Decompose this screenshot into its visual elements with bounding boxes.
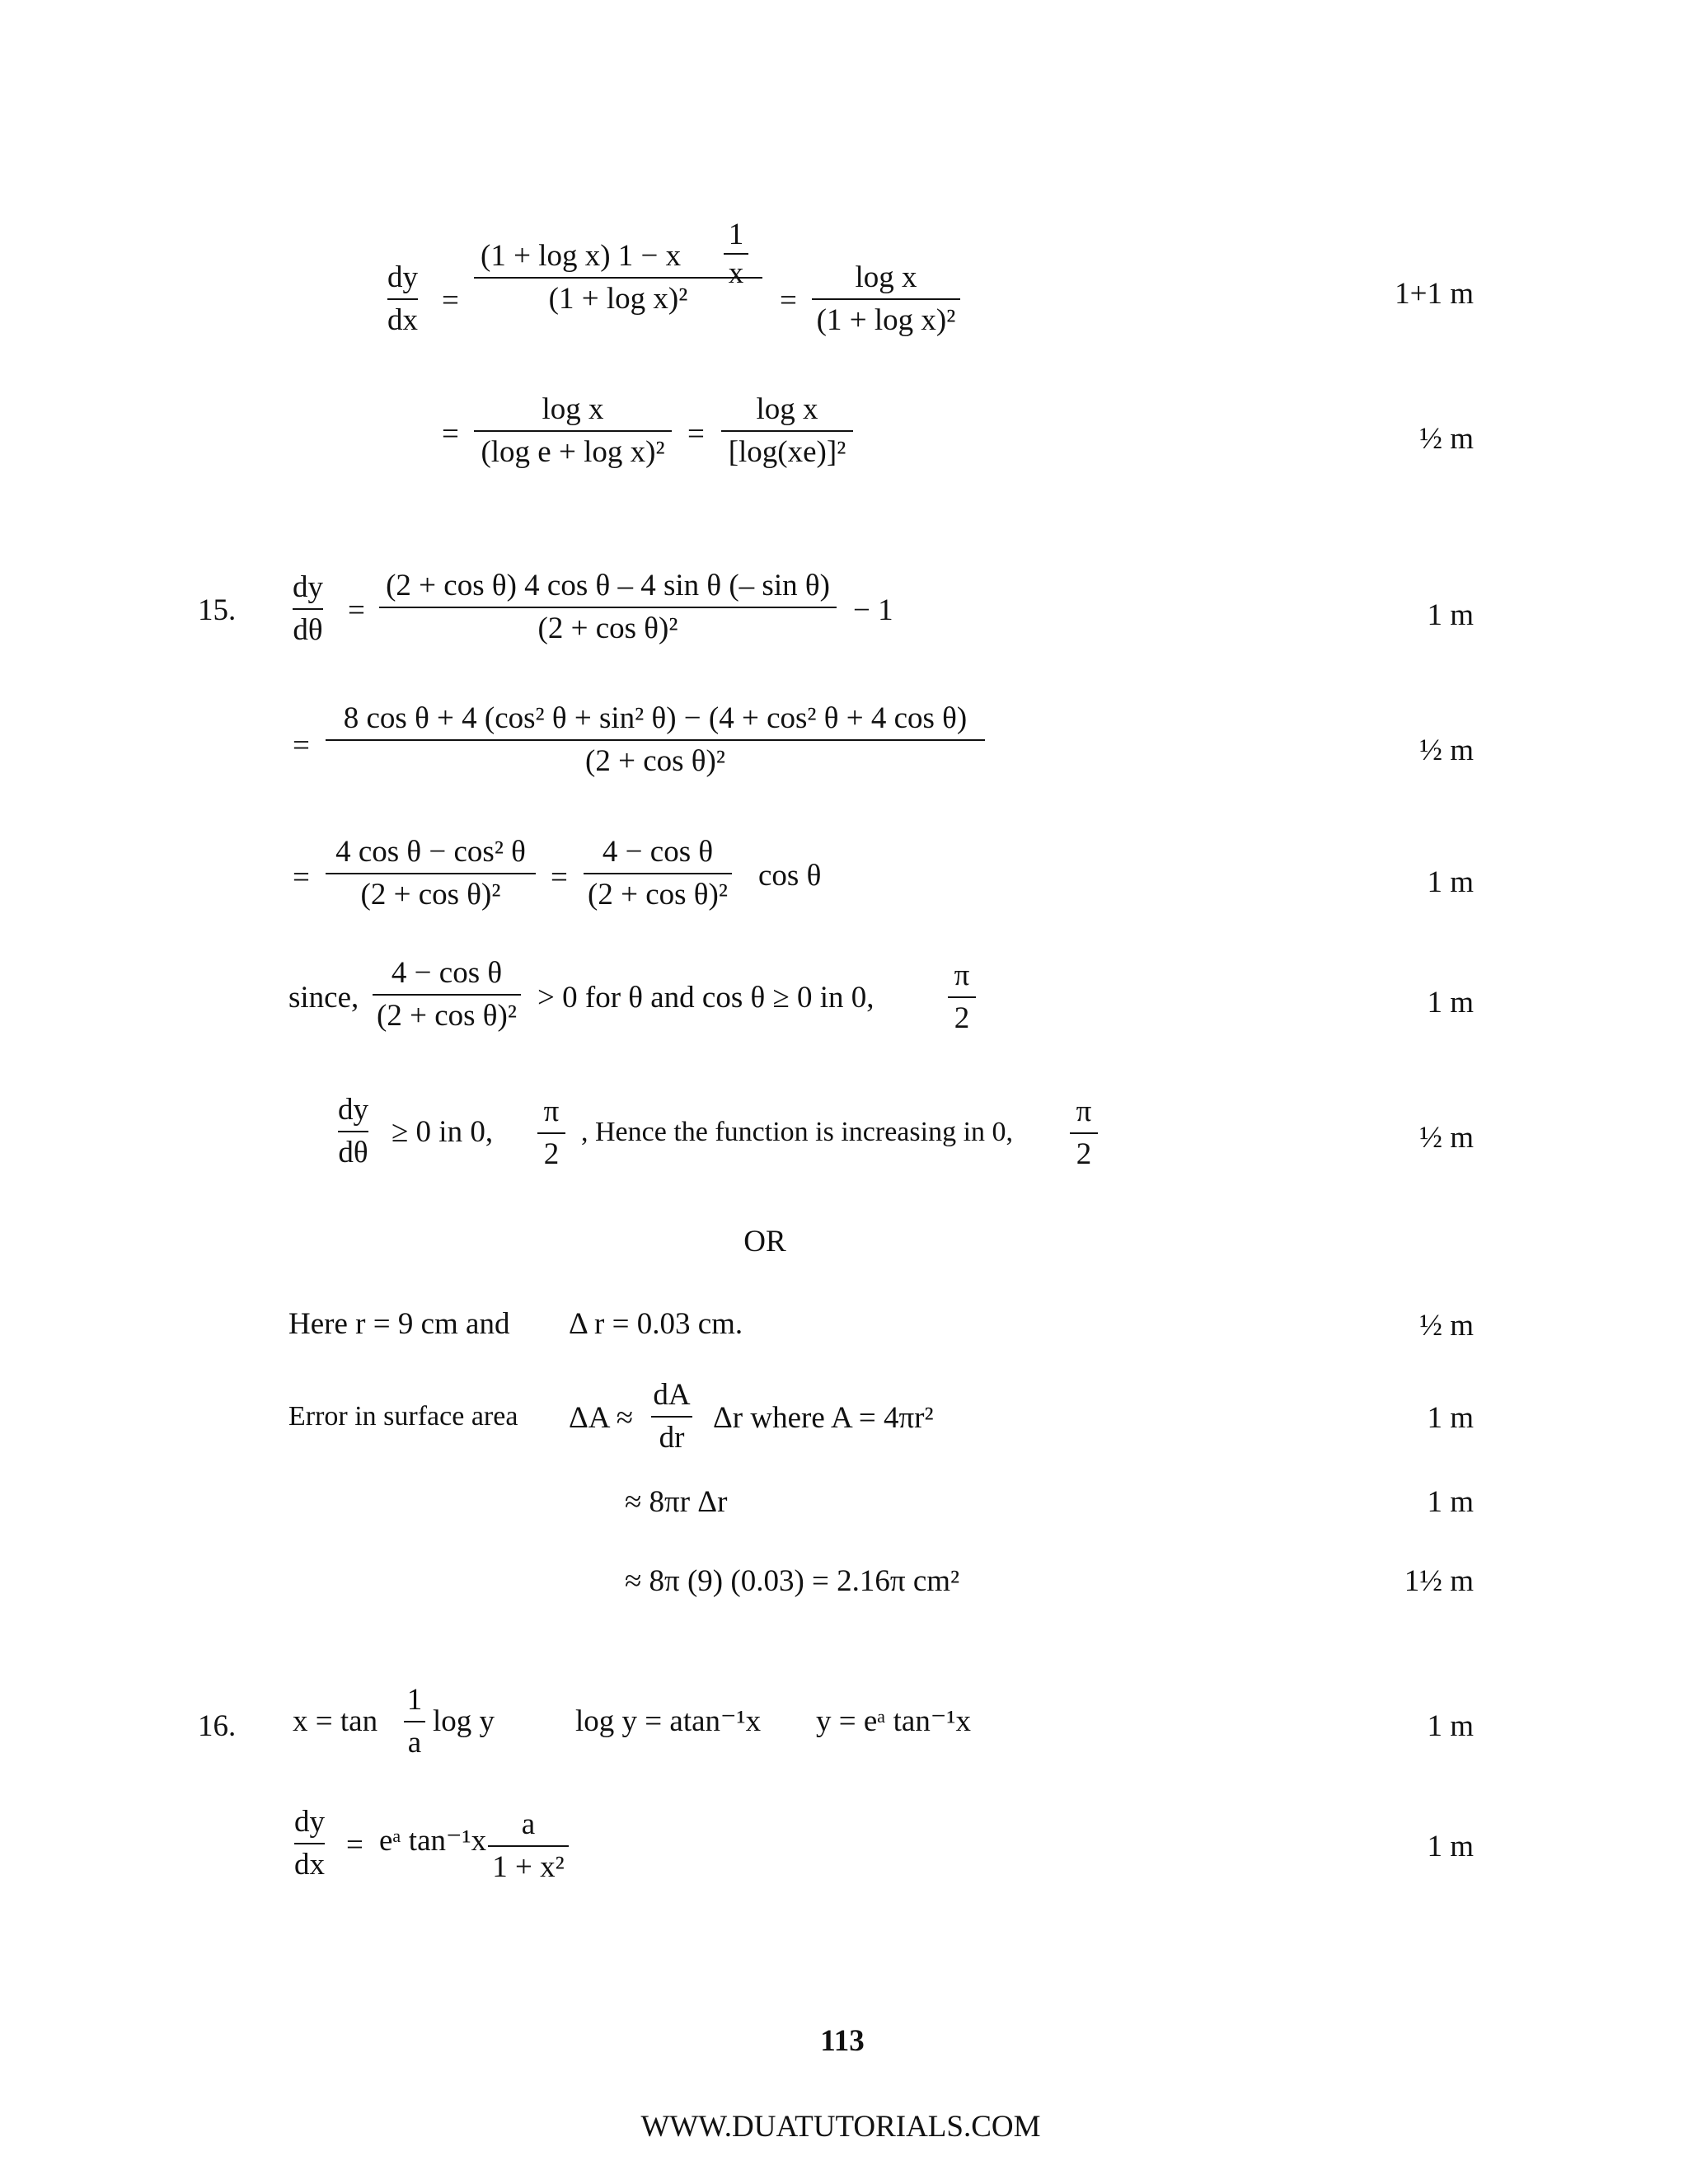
- equals-sign: =: [442, 284, 459, 317]
- q15-s2-num: 8 cos θ + 4 (cos² θ + sin² θ) − (4 + cos² θ + 4 cos θ): [343, 701, 968, 735]
- fraction-bar: [1070, 1132, 1098, 1134]
- marks-label: ½ m: [1419, 733, 1474, 767]
- fraction-bar: [373, 994, 521, 996]
- or-divider: OR: [743, 1225, 786, 1258]
- dtheta-text: dθ: [338, 1136, 368, 1169]
- q15-s3-f2-den: (2 + cos θ)²: [588, 878, 728, 912]
- equals-sign: =: [442, 417, 459, 451]
- q15-lhs: [293, 572, 323, 645]
- footer-website: WWW.DUATUTORIALS.COM: [640, 2110, 1041, 2144]
- pi-over-two: [1070, 1096, 1098, 1169]
- one: 1: [406, 1683, 423, 1717]
- step1-small-den: x: [728, 256, 744, 290]
- delta-a: ΔA ≈: [569, 1401, 634, 1435]
- pi-over-two: [537, 1096, 565, 1169]
- fraction-bar: [474, 277, 762, 279]
- marks-label: 1½ m: [1404, 1564, 1474, 1598]
- step2-fraction-1: [474, 394, 672, 467]
- step2-f2-den: [log(xe)]²: [728, 435, 846, 469]
- step2-fraction-2: [721, 394, 853, 467]
- step1-f2-den: (1 + log x)²: [816, 303, 956, 337]
- q15-fraction: [379, 570, 837, 644]
- fraction-bar: [724, 253, 748, 255]
- equals-sign: =: [293, 729, 310, 762]
- fraction-bar: [326, 873, 536, 874]
- equals-sign: =: [293, 860, 310, 894]
- one-over-a: [404, 1685, 425, 1758]
- fraction-bar: [294, 1843, 325, 1844]
- q16-frac-den: 1 + x²: [492, 1850, 565, 1884]
- dx-text: dx: [294, 1848, 325, 1882]
- q15-s2-den: (2 + cos θ)²: [585, 744, 725, 778]
- q15-lhs-den: dθ: [293, 613, 323, 647]
- y-equals: y = eᵃ tan⁻¹x: [816, 1704, 971, 1738]
- q15-f-den: (2 + cos θ)²: [537, 612, 678, 645]
- step1-f1-num: (1 + log x) 1 − x: [481, 239, 682, 273]
- step1-small-fraction: [724, 219, 748, 288]
- q15-step2-fraction: [326, 703, 985, 776]
- fraction-bar: [379, 607, 837, 608]
- equals-sign: =: [348, 593, 365, 627]
- q16-frac-num: a: [521, 1807, 536, 1841]
- log-y: log y: [433, 1704, 495, 1738]
- question-number: 15.: [198, 593, 237, 627]
- fraction-bar: [948, 996, 976, 998]
- dA-text: dA: [653, 1378, 691, 1412]
- since-condition: > 0 for θ and cos θ ≥ 0 in 0,: [537, 981, 874, 1015]
- two: 2: [543, 1137, 560, 1171]
- q15-since-den: (2 + cos θ)²: [377, 999, 517, 1033]
- marks-label: ½ m: [1419, 422, 1474, 456]
- da-dr: [651, 1380, 692, 1453]
- here-given: Here r = 9 cm and: [288, 1307, 510, 1341]
- log-y-equals: log y = atan⁻¹x: [575, 1704, 762, 1738]
- marks-label: 1 m: [1427, 1401, 1474, 1435]
- fraction-bar: [474, 430, 672, 432]
- dy-text: dy: [338, 1093, 368, 1127]
- step1-f2-num: log x: [855, 260, 917, 294]
- marks-label: 1 m: [1427, 598, 1474, 632]
- q15-step3-fraction-1: [326, 837, 536, 910]
- marks-label: 1+1 m: [1395, 277, 1474, 311]
- pi-symbol: π: [1076, 1094, 1092, 1128]
- q15-s3-f1-den: (2 + cos θ)²: [360, 878, 501, 912]
- fraction-bar: [404, 1721, 425, 1722]
- q16-fraction: [488, 1809, 569, 1882]
- fraction-bar: [812, 298, 960, 300]
- q15-s3-f2-num: 4 − cos θ: [602, 835, 714, 869]
- step1-lhs-num: dy: [387, 260, 418, 294]
- pi-symbol: π: [543, 1094, 560, 1128]
- fraction-bar: [584, 873, 732, 874]
- marks-label: ½ m: [1419, 1121, 1474, 1155]
- step1-f1-den: (1 + log x)²: [548, 282, 688, 316]
- fraction-bar: [488, 1845, 569, 1847]
- fraction-bar: [338, 1131, 368, 1132]
- marks-label: 1 m: [1427, 865, 1474, 899]
- approx-step-2: ≈ 8π (9) (0.03) = 2.16π cm²: [625, 1564, 960, 1598]
- q15-step3-fraction-2: [584, 837, 732, 910]
- question-number: 16.: [198, 1709, 237, 1743]
- marks-label: 1 m: [1427, 1485, 1474, 1519]
- ge-zero-in: ≥ 0 in 0,: [392, 1115, 494, 1149]
- equals-sign: =: [780, 284, 797, 317]
- step1-fraction-2: [812, 262, 960, 335]
- error-label: Error in surface area: [288, 1401, 518, 1432]
- minus-one: − 1: [853, 593, 893, 627]
- q15-s3-f1-num: 4 cos θ − cos² θ: [335, 835, 526, 869]
- dy-text: dy: [294, 1805, 325, 1839]
- fraction-bar: [326, 739, 985, 741]
- marks-label: 1 m: [1427, 1709, 1474, 1743]
- step1-small-num: 1: [728, 218, 744, 251]
- q15-lhs-num: dy: [293, 570, 323, 604]
- marks-label: 1 m: [1427, 1830, 1474, 1863]
- q16-dy-dx: [294, 1807, 325, 1880]
- q15-dy-dtheta: [338, 1094, 368, 1168]
- x-equals-tan: x = tan: [293, 1704, 378, 1738]
- two: 2: [954, 1001, 970, 1035]
- step2-f1-den: (log e + log x)²: [481, 435, 665, 469]
- exponential-term: eᵃ tan⁻¹x: [379, 1824, 487, 1858]
- fraction-bar: [721, 430, 853, 432]
- fraction-bar: [293, 608, 323, 610]
- q15-since-fraction: [373, 958, 521, 1031]
- marks-label: 1 m: [1427, 986, 1474, 1019]
- step1-lhs: [387, 262, 418, 335]
- fraction-bar: [387, 298, 418, 300]
- a: a: [407, 1726, 422, 1760]
- cos-theta-factor: cos θ: [758, 859, 822, 893]
- since-label: since,: [288, 981, 359, 1015]
- dr-text: dr: [659, 1421, 685, 1455]
- q15-since-num: 4 − cos θ: [391, 956, 503, 990]
- step1-lhs-den: dx: [387, 303, 418, 337]
- pi-symbol: π: [954, 958, 970, 992]
- q15-f-num: (2 + cos θ) 4 cos θ – 4 sin θ (– sin θ): [386, 569, 830, 602]
- equals-sign: =: [346, 1828, 363, 1862]
- approx-step-1: ≈ 8πr Δr: [625, 1485, 728, 1519]
- equals-sign: =: [687, 417, 705, 451]
- equals-sign: =: [551, 860, 568, 894]
- step2-f2-num: log x: [756, 392, 818, 426]
- step1-fraction-1: [474, 241, 762, 314]
- step2-f1-num: log x: [542, 392, 604, 426]
- two: 2: [1076, 1137, 1092, 1171]
- delta-r: Δ r = 0.03 cm.: [569, 1307, 743, 1341]
- pi-over-two: [948, 960, 976, 1033]
- hence-conclusion: , Hence the function is increasing in 0,: [581, 1117, 1014, 1147]
- marks-label: ½ m: [1419, 1309, 1474, 1343]
- fraction-bar: [651, 1416, 692, 1418]
- fraction-bar: [537, 1132, 565, 1134]
- where-area: Δr where A = 4πr²: [713, 1401, 934, 1435]
- page-number: 113: [820, 2024, 865, 2058]
